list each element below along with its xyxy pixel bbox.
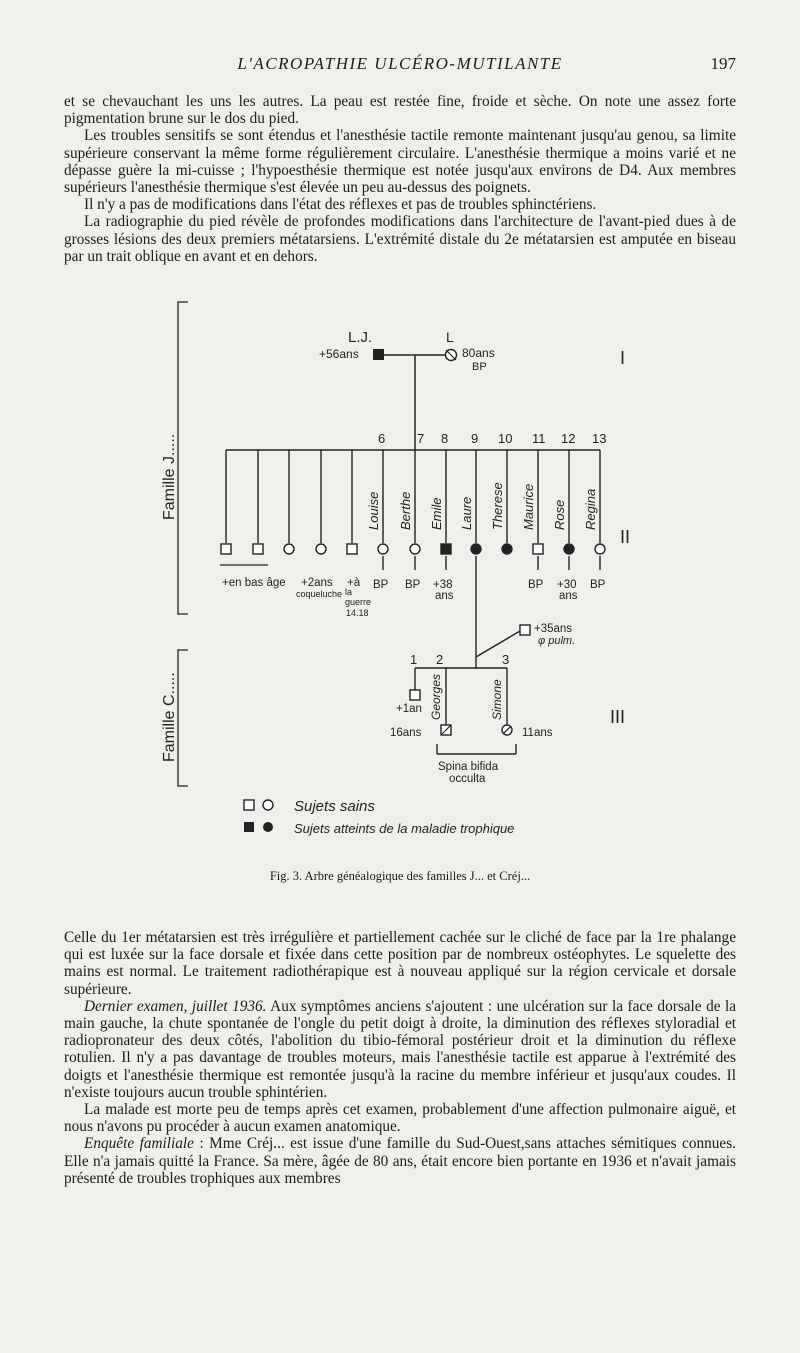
gen2-number: 13 bbox=[592, 431, 607, 446]
sibling-healthy-female bbox=[284, 544, 294, 554]
note-cough: coqueluche bbox=[296, 589, 343, 599]
paragraph: Il n'y a pas de modifications dans l'état des réflexes et pas de troubles sphinctériens. bbox=[84, 196, 597, 214]
mother-name: L bbox=[446, 329, 454, 345]
legend-affected-female-icon bbox=[263, 822, 273, 832]
gen2-number: 11 bbox=[532, 431, 546, 446]
sibling-healthy-female bbox=[316, 544, 326, 554]
family-j-bracket bbox=[178, 302, 188, 614]
rose-symbol-affected bbox=[564, 544, 574, 554]
gen2-number: 12 bbox=[561, 431, 576, 446]
gen2-number: 8 bbox=[441, 431, 449, 446]
simone-age: 11ans bbox=[522, 727, 553, 739]
page-number: 197 bbox=[710, 54, 736, 73]
gen2-number: 9 bbox=[471, 431, 479, 446]
husband-age: +35ans bbox=[534, 623, 573, 635]
berthe-symbol bbox=[410, 544, 420, 554]
paragraph bbox=[64, 998, 736, 1101]
paragraph: Celle du 1er métatarsien est très irrégulière et partiellement cachée sur le cliché de face par la 1re phalange qui est luxée sur la face dorsale et fixée dans cette position par de nombreux ostéophytes. Le squelette des mains est normal. Le traitement radiothérapique est à nouveau appliqué sur la région cervicale et dorsale supérieure. bbox=[64, 929, 736, 998]
sibling-healthy-male bbox=[221, 544, 231, 554]
note-twoyrs: +2ans bbox=[301, 577, 333, 589]
louise-symbol bbox=[378, 544, 388, 554]
family-c-bracket bbox=[178, 650, 188, 786]
name-rose: Rose bbox=[552, 499, 567, 530]
husband-cause: φ pulm. bbox=[538, 635, 576, 647]
husband-symbol bbox=[520, 625, 530, 635]
gen2-number: 6 bbox=[378, 431, 386, 446]
paragraph: La malade est morte peu de temps après cet examen, probablement d'une affection pulmonaire aiguë, et nous n'avons pu procéder à aucun examen anatomique. bbox=[64, 1101, 736, 1136]
father-symbol-affected bbox=[373, 349, 384, 360]
legend-affected-male-icon bbox=[244, 822, 254, 832]
paragraph bbox=[64, 1135, 736, 1187]
name-regina: Regina bbox=[583, 488, 598, 530]
generation-roman-1: I bbox=[620, 348, 626, 368]
emile-symbol-affected bbox=[441, 544, 451, 554]
paragraph: et se chevauchant les uns les autres. La peau est restée fine, froide et sèche. On note une assez forte pigmentation brune sur le dos du pied. bbox=[64, 93, 736, 128]
note-emile-age: +38 bbox=[433, 579, 453, 591]
child1-symbol bbox=[410, 690, 420, 700]
note-emile-ans: ans bbox=[435, 590, 454, 602]
occulta-label: occulta bbox=[449, 773, 486, 785]
paragraph: Les troubles sensitifs se sont étendus et l'anesthésie tactile remonte maintenant jusqu'au genou, sa limite supérieure conservant la même forme régulièrement circulaire. L'anesthésie thermique a moins varié et ne dépasse guère la mi-cuisse ; l'hypoesthésie thermique est notée jusqu'aux environs de D4. Aux membres supérieurs l'anesthésie thermique s'est élevée un peu au-dessus des poignets. bbox=[64, 127, 736, 197]
father-name: L.J. bbox=[348, 329, 373, 346]
father-note: +56ans bbox=[319, 347, 359, 361]
note-war-years: 14.18 bbox=[346, 608, 369, 618]
child1-note: +1an bbox=[396, 703, 422, 715]
name-berthe: Berthe bbox=[398, 491, 413, 530]
gen3-number: 3 bbox=[502, 652, 510, 667]
name-simone: Simone bbox=[490, 679, 504, 720]
paragraph: La radiographie du pied révèle de profondes modifications dans l'architecture de l'avant-pied dues à de grosses lésions des deux premiers métatarsiens. L'extrémité distale du 2e métatarsien est amputée en biseau par un trait oblique en avant et en dehors. bbox=[64, 213, 736, 265]
mother-bp: BP bbox=[472, 361, 487, 373]
therese-symbol-affected bbox=[502, 544, 512, 554]
name-emile: Emile bbox=[429, 497, 444, 530]
paragraph-body: : Mme Créj... est issue d'une famille du Sud-Ouest,sans attaches sémitiques connues. Elle n'a jamais quitté la France. Sa mère, âgée de 80 ans, était encore bien portante en 1936 et n'avait jamais présenté de troubles trophiques aux membres bbox=[64, 1135, 736, 1187]
legend-healthy-male-icon bbox=[244, 800, 254, 810]
figure-caption: Fig. 3. Arbre généalogique des familles J... et Créj... bbox=[269, 869, 531, 883]
note-war-guerre: guerre bbox=[345, 597, 372, 607]
legend-healthy: Sujets sains bbox=[294, 798, 375, 815]
note-bp-louise: BP bbox=[373, 579, 389, 591]
sibling-healthy-male bbox=[347, 544, 357, 554]
name-laure: Laure bbox=[459, 496, 474, 530]
name-louise: Louise bbox=[366, 491, 381, 530]
gen3-number: 1 bbox=[410, 652, 418, 667]
gen3-number: 2 bbox=[436, 652, 444, 667]
note-bp-regina: BP bbox=[590, 579, 606, 591]
exam-label: Dernier examen, juillet 1936. bbox=[84, 997, 267, 1015]
note-war-plus: +à bbox=[347, 577, 361, 589]
name-maurice: Maurice bbox=[521, 483, 536, 530]
bottom-text bbox=[64, 929, 736, 1187]
gen2-number: 10 bbox=[498, 431, 513, 446]
name-therese: Therese bbox=[490, 482, 505, 530]
spina-label: Spina bifida bbox=[438, 761, 499, 773]
paragraph-body: Aux symptômes anciens s'ajoutent : une ulcération sur la face dorsale de la main gauche, la chute spontanée de l'ongle du petit doigt à droite, la diminution des réflexes styloradial et radiopronateur des deux côtés, l'abolition du tibio-fémoral postérieur droit et la diminution du réflexe rotulien. Il n'y a pas davantage de troubles moteurs, mais l'anesthésie tactile est apparue à l'extrémité des doigts et l'anesthésie thermique est remontée jusqu'à la racine du membre inférieur et jusqu'aux coudes. Il n'existe toujours aucun trouble sphintérien. bbox=[64, 997, 737, 1101]
family-j-label: Famille J..... bbox=[161, 433, 178, 520]
note-infant: +en bas âge bbox=[222, 577, 286, 589]
note-war-la: la bbox=[345, 587, 353, 597]
gen2-number: 7 bbox=[417, 431, 425, 446]
legend-healthy-female-icon bbox=[263, 800, 273, 810]
legend-affected: Sujets atteints de la maladie trophique bbox=[294, 821, 515, 836]
running-title: L'ACROPATHIE ULCÉRO-MUTILANTE bbox=[237, 54, 563, 73]
note-rose-ans: ans bbox=[559, 590, 578, 602]
note-bp-berthe: BP bbox=[405, 579, 421, 591]
mother-note: 80ans bbox=[462, 346, 495, 360]
georges-age: 16ans bbox=[390, 727, 422, 739]
generation-roman-2: II bbox=[620, 527, 631, 547]
generation-roman-3: III bbox=[610, 707, 626, 727]
note-rose-age: +30 bbox=[557, 579, 577, 591]
note-bp-maurice: BP bbox=[528, 579, 544, 591]
family-c-label: Famille C..... bbox=[161, 672, 178, 762]
name-georges: Georges bbox=[429, 673, 443, 720]
laure-symbol-affected bbox=[471, 544, 481, 554]
sibling-healthy-male bbox=[253, 544, 263, 554]
maurice-symbol bbox=[533, 544, 543, 554]
regina-symbol bbox=[595, 544, 605, 554]
enquete-label: Enquête familiale bbox=[84, 1135, 194, 1153]
